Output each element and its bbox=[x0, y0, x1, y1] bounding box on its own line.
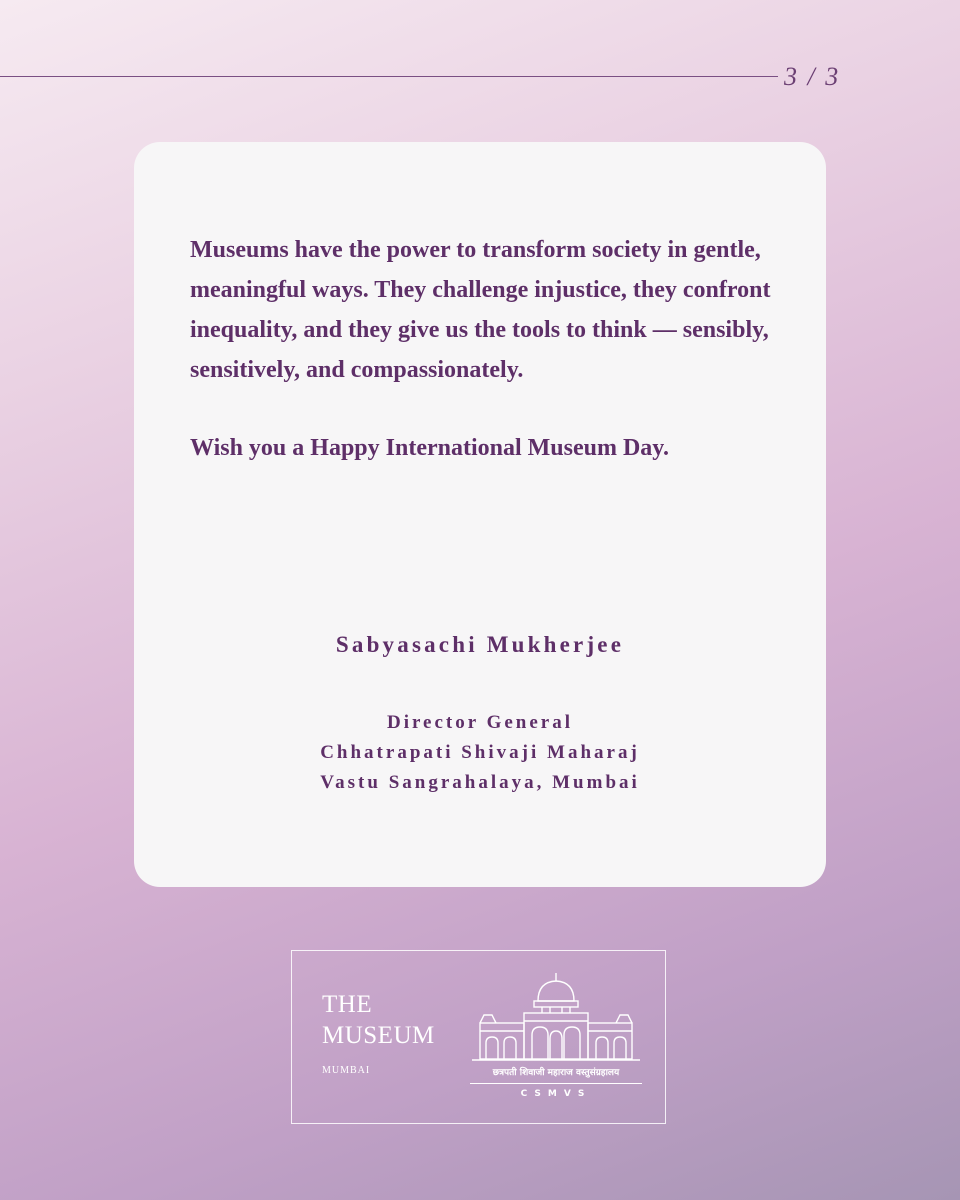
quote-block bbox=[190, 230, 810, 468]
logo-line-1: THE bbox=[322, 991, 373, 1018]
museum-logo bbox=[291, 950, 666, 1124]
signatory-title: Director General bbox=[386, 712, 574, 733]
logo-wordmark bbox=[322, 989, 435, 1076]
logo-abbreviation: CSMVS bbox=[520, 1089, 592, 1099]
header-divider bbox=[0, 76, 778, 77]
institution-line-2: Vastu Sangrahalaya, Mumbai bbox=[320, 772, 640, 793]
quote-text: Museums have the power to transform society in gentle, meaningful ways. They challenge injustice, they confront inequality, and they give us the tools to think — sensibly, sensitively, and compassionately. bbox=[190, 237, 771, 383]
logo-city: MUMBAI bbox=[322, 1065, 371, 1076]
logo-line-2: MUSEUM bbox=[322, 1022, 435, 1049]
wish-text: Wish you a Happy International Museum Day. bbox=[190, 435, 669, 461]
page-counter: 3 / 3 bbox=[784, 62, 841, 91]
logo-hindi-name: छत्रपती शिवाजी महाराज वस्तुसंग्रहालय bbox=[492, 1068, 620, 1078]
signatory-name: Sabyasachi Mukherjee bbox=[335, 632, 625, 657]
museum-building-icon bbox=[468, 971, 644, 1063]
institution-line-1: Chhatrapati Shivaji Maharaj bbox=[320, 742, 640, 763]
logo-divider bbox=[470, 1083, 642, 1084]
csmvs-emblem bbox=[468, 971, 644, 1111]
signatory-role bbox=[134, 708, 826, 798]
message-card bbox=[134, 142, 826, 887]
